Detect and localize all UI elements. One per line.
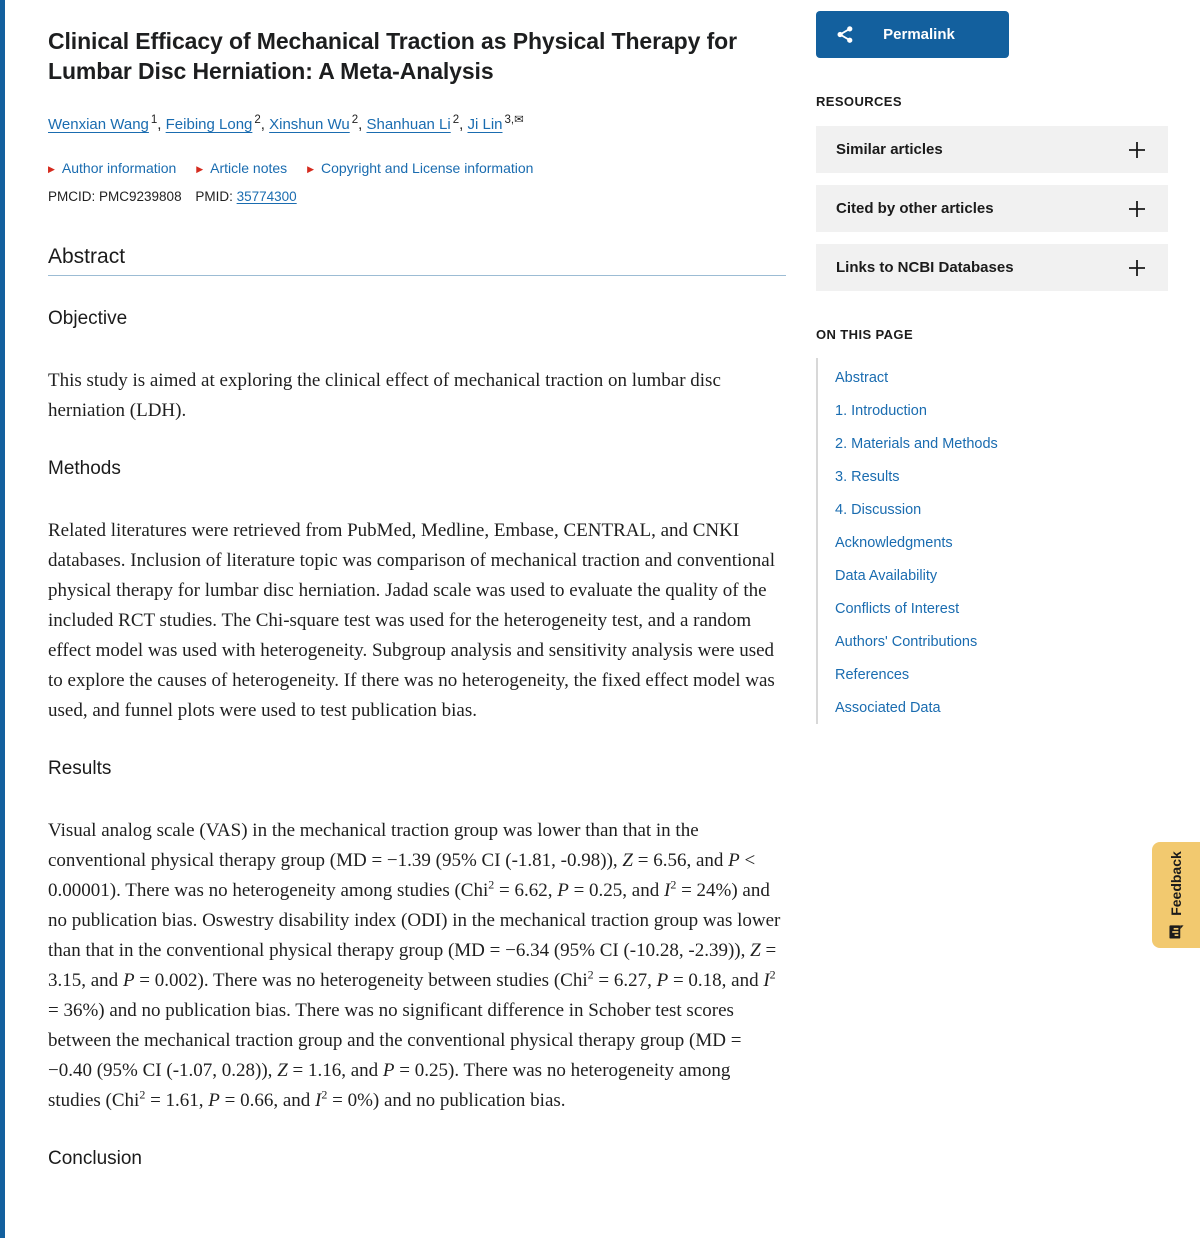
author-link[interactable]: Shanhuan Li: [366, 116, 451, 133]
copyright-license-toggle[interactable]: [307, 160, 533, 176]
author-affiliation: 3,✉: [504, 114, 524, 126]
results-heading: Results: [48, 758, 112, 779]
author-separator: ,: [260, 116, 270, 133]
expand-triangle-icon: ▶: [307, 165, 314, 175]
nav-item-contributions[interactable]: Authors' Contributions: [835, 634, 978, 650]
feedback-label: Feedback: [1168, 851, 1184, 916]
author-separator: ,: [358, 116, 367, 133]
accordion-similar-articles[interactable]: [816, 126, 1168, 173]
results-paragraph: Visual analog scale (VAS) in the mechanical traction group was lower than that in the conventional physical therapy group (MD = −1.39 (95% CI (-1.81, -0.98)), Z = 6.56, and P < 0.00001). There was no heterogeneity among studies (Chi$^2$ = 6.62, P = 0.25, and $I^2 = 24\%$) and no publication bias. Oswestry disability index (ODI) in the mechanical traction group was lower than that in the conventional physical therapy group (MD = −6.34 (95% CI (-10.28, -2.39)), Z = 3.15, and P = 0.002). There was no heterogeneity between studies (Chi$^2$ = 6.27, P = 0.18, and $I^2 = 36\%$) and no publication bias. There was no significant difference in Schober test scores between the mechanical traction group and the conventional physical therapy group (MD = −0.40 (95% CI (-1.07, 0.28)), Z = 1.16, and P = 0.25). There was no heterogeneity among studies (Chi$^2$ = 1.61, P = 0.66, and $I^2 = 0\%$) and no publication bias.: [48, 820, 781, 1111]
share-icon: [834, 24, 855, 45]
right-sidebar: [816, 0, 1168, 724]
permalink-label: Permalink: [883, 26, 955, 43]
author: [269, 116, 366, 133]
pmcid-label: PMCID:: [48, 189, 100, 204]
author-link[interactable]: Ji Lin: [467, 116, 503, 133]
feedback-button[interactable]: [1152, 842, 1200, 948]
objective-paragraph: This study is aimed at exploring the clinical effect of mechanical traction on lumbar disc herniation (LDH).: [48, 370, 721, 421]
author-link[interactable]: Wenxian Wang: [48, 116, 149, 133]
methods-heading: Methods: [48, 458, 121, 479]
article-notes-toggle[interactable]: [196, 160, 287, 176]
author-information-link[interactable]: Author information: [61, 160, 177, 176]
abstract-heading: Abstract: [48, 246, 786, 276]
author-list: [48, 112, 786, 133]
feedback-chart-icon: [1169, 924, 1184, 939]
nav-item-data-availability[interactable]: Data Availability: [835, 568, 938, 584]
methods-paragraph: Related literatures were retrieved from PubMed, Medline, Embase, CENTRAL, and CNKI databases. Inclusion of literature topic was comparison of mechanical traction and conventional physical therapy for lumbar disc herniation. Jadad scale was used to evaluate the quality of the included RCT studies. The Chi-square test was used for the heterogeneity test, and a random effect model was used with heterogeneity. Subgroup analysis and sensitivity analysis were used to explore the causes of heterogeneity. If there was no heterogeneity, the fixed effect model was used, and funnel plots were used to test publication bias.: [48, 520, 776, 721]
nav-item-conflicts[interactable]: Conflicts of Interest: [835, 601, 960, 617]
objective-heading: Objective: [48, 308, 128, 329]
copyright-license-link[interactable]: Copyright and License information: [321, 160, 534, 176]
article-notes-link[interactable]: Article notes: [210, 160, 288, 176]
accordion-ncbi-links[interactable]: [816, 244, 1168, 291]
author-link[interactable]: Xinshun Wu: [269, 116, 350, 133]
pmid-group: [195, 189, 296, 204]
pmid-label: PMID:: [195, 189, 237, 204]
expand-triangle-icon: ▶: [196, 165, 204, 175]
nav-item-introduction[interactable]: 1. Introduction: [835, 403, 927, 419]
author: [48, 116, 166, 133]
nav-item-results[interactable]: 3. Results: [835, 469, 900, 485]
expand-triangle-icon: ▶: [48, 165, 55, 175]
pmcid-value: PMC9239808: [99, 189, 182, 204]
nav-item-abstract[interactable]: Abstract: [835, 370, 889, 386]
author-information-toggle[interactable]: [48, 160, 176, 176]
nav-item-associated-data[interactable]: Associated Data: [835, 700, 941, 716]
on-this-page-heading: ON THIS PAGE: [816, 327, 914, 342]
plus-icon: [1128, 259, 1146, 277]
author: [166, 116, 269, 133]
plus-icon: [1128, 200, 1146, 218]
on-this-page-nav: [816, 358, 1168, 724]
nav-item-discussion[interactable]: 4. Discussion: [835, 502, 922, 518]
author-affiliation: 2: [254, 114, 261, 126]
accordion-label: Similar articles: [836, 141, 943, 158]
left-accent-bar: [0, 0, 5, 1238]
nav-item-materials-methods[interactable]: 2. Materials and Methods: [835, 436, 998, 452]
author-link[interactable]: Feibing Long: [165, 116, 253, 133]
article-info-links: [48, 160, 786, 176]
accordion-label: Links to NCBI Databases: [836, 259, 1014, 276]
article-ids: [48, 189, 786, 204]
accordion-cited-by[interactable]: [816, 185, 1168, 232]
author-affiliation: 2: [452, 114, 460, 126]
accordion-label: Cited by other articles: [836, 200, 994, 217]
envelope-icon[interactable]: ✉: [514, 114, 524, 126]
author: [467, 116, 523, 133]
author-affiliation: 1: [150, 114, 158, 126]
conclusion-heading: Conclusion: [48, 1148, 142, 1169]
author-affiliation: 2: [351, 114, 359, 126]
plus-icon: [1128, 141, 1146, 159]
resources-heading: RESOURCES: [816, 94, 902, 109]
permalink-button[interactable]: [816, 11, 1009, 58]
resources-accordions: [816, 126, 1168, 291]
author-separator: ,: [157, 116, 166, 133]
article-main: [48, 0, 786, 1169]
author-separator: ,: [459, 116, 468, 133]
article-title: Clinical Efficacy of Mechanical Traction as Physical Therapy for Lumbar Disc Herniation: A Meta-Analysis: [48, 28, 737, 84]
nav-item-references[interactable]: References: [835, 667, 910, 683]
author: [366, 116, 467, 133]
nav-item-acknowledgments[interactable]: Acknowledgments: [835, 535, 953, 551]
pmid-link[interactable]: 35774300: [236, 189, 297, 204]
